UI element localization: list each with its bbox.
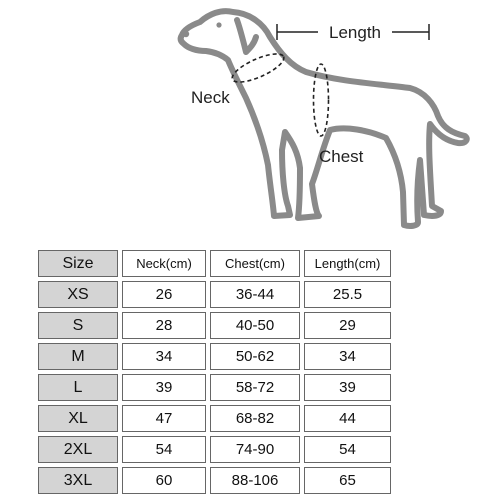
- header-size: Size: [38, 250, 118, 277]
- size-cell: XL: [38, 405, 118, 432]
- chest-cell: 68-82: [210, 405, 300, 432]
- chest-cell: 50-62: [210, 343, 300, 370]
- length-cell: 54: [304, 436, 391, 463]
- length-cell: 44: [304, 405, 391, 432]
- size-cell: 2XL: [38, 436, 118, 463]
- table-row: [38, 343, 391, 370]
- table-row: [38, 436, 391, 463]
- header-length: Length(cm): [304, 250, 391, 277]
- size-chart-table: [34, 246, 395, 498]
- chest-label: Chest: [319, 147, 364, 166]
- chest-cell: 74-90: [210, 436, 300, 463]
- size-cell: 3XL: [38, 467, 118, 494]
- dog-silhouette: [181, 11, 467, 226]
- neck-cell: 54: [122, 436, 206, 463]
- chest-cell: 40-50: [210, 312, 300, 339]
- chest-cell: 88-106: [210, 467, 300, 494]
- table-row: [38, 467, 391, 494]
- neck-cell: 34: [122, 343, 206, 370]
- length-cell: 29: [304, 312, 391, 339]
- neck-label: Neck: [191, 88, 230, 107]
- dog-measurement-diagram: [0, 0, 500, 240]
- length-cell: 39: [304, 374, 391, 401]
- table-row: [38, 312, 391, 339]
- neck-cell: 28: [122, 312, 206, 339]
- size-chart-body: [38, 250, 391, 494]
- table-header-row: [38, 250, 391, 277]
- chest-cell: 36-44: [210, 281, 300, 308]
- table-row: [38, 281, 391, 308]
- size-cell: M: [38, 343, 118, 370]
- table-row: [38, 374, 391, 401]
- neck-cell: 47: [122, 405, 206, 432]
- header-chest: Chest(cm): [210, 250, 300, 277]
- neck-cell: 26: [122, 281, 206, 308]
- dog-eye: [216, 22, 221, 27]
- table-row: [38, 405, 391, 432]
- header-neck: Neck(cm): [122, 250, 206, 277]
- neck-cell: 39: [122, 374, 206, 401]
- length-cell: 25.5: [304, 281, 391, 308]
- chest-cell: 58-72: [210, 374, 300, 401]
- neck-cell: 60: [122, 467, 206, 494]
- length-cell: 65: [304, 467, 391, 494]
- size-cell: S: [38, 312, 118, 339]
- size-cell: L: [38, 374, 118, 401]
- size-cell: XS: [38, 281, 118, 308]
- length-cell: 34: [304, 343, 391, 370]
- length-label: Length: [329, 23, 381, 42]
- dog-nose: [183, 31, 189, 37]
